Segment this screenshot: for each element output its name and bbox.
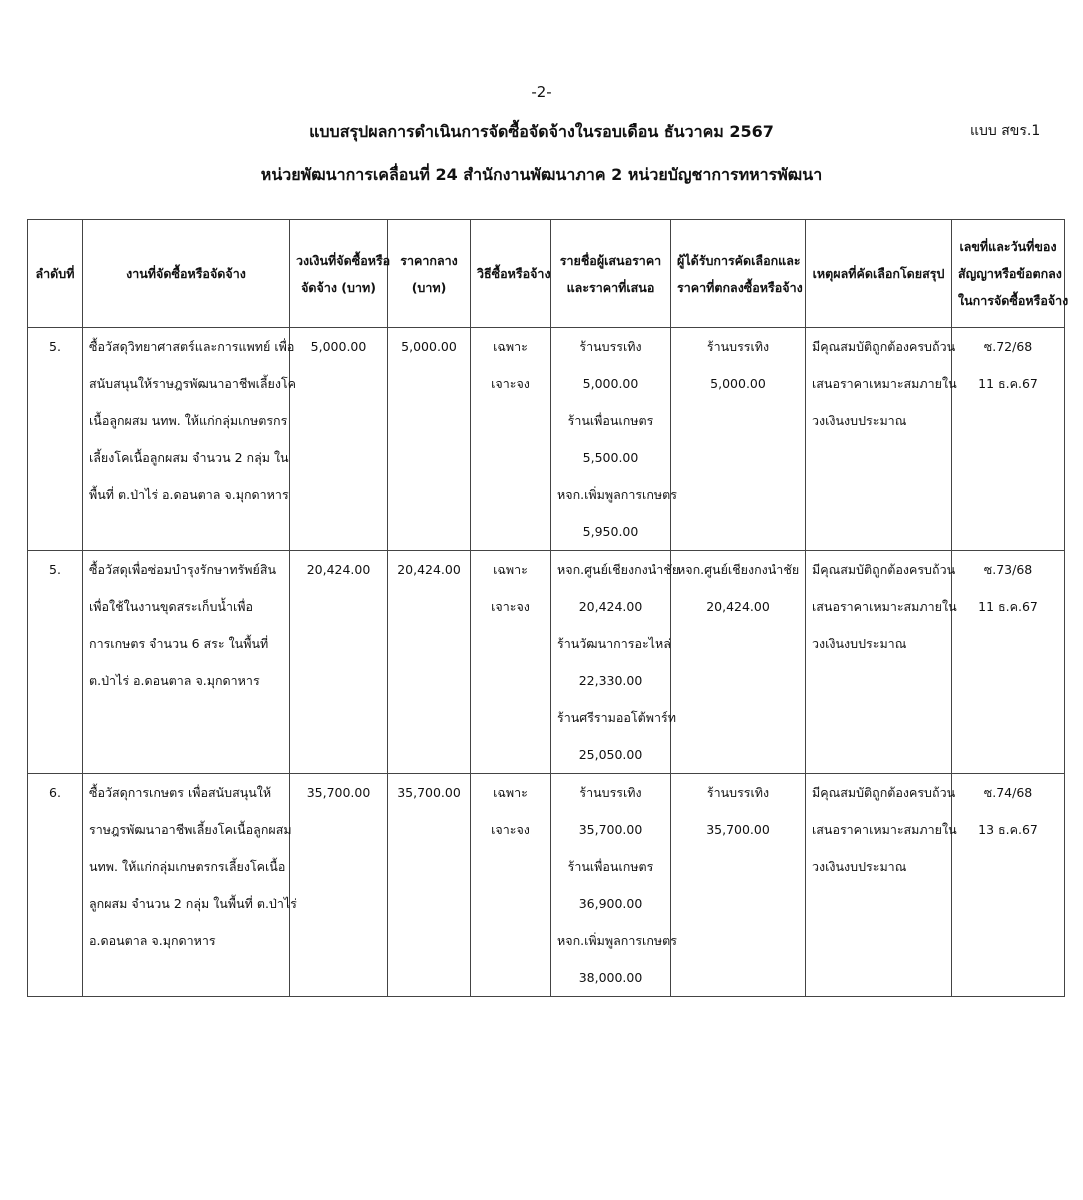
- table-row: [28, 774, 1065, 997]
- cell-winner: [671, 328, 806, 551]
- cell-bidders: [551, 328, 677, 551]
- header-text: เหตุผลที่คัดเลือกโดยสรุป: [812, 266, 945, 281]
- cell-winner-line: หจก.ศูนย์เชียงกงนำชัย: [677, 562, 800, 577]
- cell-reason: [806, 774, 957, 997]
- header-budget: [290, 220, 391, 328]
- cell-item-line: ซื้อวัสดุเพื่อซ่อมบำรุงรักษาทรัพย์สิน: [89, 562, 277, 577]
- cell-no: 5.: [28, 551, 83, 774]
- cell-winner-line: 35,700.00: [706, 822, 770, 837]
- header-item: [83, 220, 290, 328]
- cell-item-line: นทพ. ให้แก่กลุ่มเกษตรกรเลี้ยงโคเนื้อ: [89, 859, 286, 874]
- cell-bidders-line: 20,424.00: [578, 599, 643, 614]
- cell-median-price: 35,700.00: [388, 774, 471, 997]
- cell-bidders-line: ร้านวัฒนาการอะไหล่: [557, 636, 671, 651]
- cell-item-line: การเกษตร จำนวน 6 สระ ในพื้นที่: [89, 636, 269, 651]
- cell-median-price: 5,000.00: [388, 328, 471, 551]
- cell-contract-line: 11 ธ.ค.67: [978, 376, 1038, 391]
- cell-winner: [671, 774, 806, 997]
- cell-method: เฉพาะเจาะจง: [471, 328, 551, 551]
- header-row: [28, 220, 1065, 328]
- header-text: และราคาที่เสนอ: [566, 279, 655, 295]
- cell-contract-line: ซ.72/68: [983, 339, 1033, 354]
- form-code: แบบ สขร.1: [970, 123, 1041, 139]
- cell-item-line: พื้นที่ ต.ป่าไร่ อ.ดอนตาล จ.มุกดาหาร: [89, 487, 289, 502]
- cell-contract-line: 13 ธ.ค.67: [978, 822, 1038, 837]
- cell-bidders-line: 5,000.00: [582, 376, 639, 391]
- cell-bidders-line: ร้านบรรเทิง: [579, 339, 642, 354]
- header-text: ผู้ได้รับการคัดเลือกและ: [677, 252, 801, 268]
- header-text: วิธีซื้อหรือจ้าง: [477, 266, 551, 281]
- header-text: รายชื่อผู้เสนอราคา: [559, 252, 662, 268]
- cell-reason-line: วงเงินงบประมาณ: [812, 859, 907, 874]
- cell-item: [83, 551, 290, 774]
- header-text: วงเงินที่จัดซื้อหรือ: [296, 252, 391, 268]
- cell-reason-line: มีคุณสมบัติถูกต้องครบถ้วน: [812, 339, 956, 354]
- cell-bidders-line: หจก.เพิ่มพูลการเกษตร: [557, 487, 677, 502]
- cell-bidders-line: 25,050.00: [578, 747, 643, 762]
- cell-winner-line: ร้านบรรเทิง: [706, 785, 770, 800]
- cell-budget: 20,424.00: [290, 551, 388, 774]
- cell-bidders-line: 38,000.00: [578, 970, 643, 985]
- header-bidders: [551, 220, 671, 328]
- header-no: [28, 220, 83, 328]
- page-number: -2-: [531, 83, 552, 101]
- cell-bidders-line: 35,700.00: [578, 822, 643, 837]
- cell-reason: [806, 328, 957, 551]
- cell-bidders-line: หจก.ศูนย์เชียงกงนำชัย: [557, 562, 680, 577]
- cell-item-line: ซื้อวัสดุการเกษตร เพื่อสนับสนุนให้: [89, 785, 272, 800]
- cell-bidders: [551, 774, 677, 997]
- cell-method: เฉพาะเจาะจง: [471, 774, 551, 997]
- cell-item-line: ต.ป่าไร่ อ.ดอนตาล จ.มุกดาหาร: [89, 673, 260, 688]
- cell-bidders-line: 22,330.00: [578, 673, 643, 688]
- header-contract: [952, 220, 1069, 328]
- cell-bidders-line: 5,500.00: [582, 450, 639, 465]
- cell-median-price: 20,424.00: [388, 551, 471, 774]
- cell-bidders-line: ร้านบรรเทิง: [579, 785, 642, 800]
- cell-method: เฉพาะเจาะจง: [471, 551, 551, 774]
- cell-bidders-line: ร้านเพื่อนเกษตร: [567, 859, 654, 874]
- cell-no: 6.: [28, 774, 83, 997]
- header-text: ในการจัดซื้อหรือจ้าง: [958, 293, 1069, 308]
- header-text: ราคากลาง: [400, 252, 458, 268]
- cell-reason-line: เสนอราคาเหมาะสมภายใน: [812, 376, 957, 391]
- cell-reason-line: มีคุณสมบัติถูกต้องครบถ้วน: [812, 785, 956, 800]
- cell-contract-line: 11 ธ.ค.67: [978, 599, 1038, 614]
- cell-reason-line: วงเงินงบประมาณ: [812, 413, 907, 428]
- cell-budget: 5,000.00: [290, 328, 388, 551]
- header-text: เลขที่และวันที่ของ: [959, 239, 1057, 254]
- cell-reason-line: เสนอราคาเหมาะสมภายใน: [812, 599, 957, 614]
- header-text: (บาท): [411, 279, 447, 295]
- table-body: [28, 328, 1065, 997]
- document-subtitle: หน่วยพัฒนาการเคลื่อนที่ 24 สำนักงานพัฒนาภาค 2 หน่วยบัญชาการทหารพัฒนา: [260, 165, 823, 184]
- header-method: [471, 220, 551, 328]
- cell-no: 5.: [28, 328, 83, 551]
- cell-item-line: เนื้อลูกผสม นทพ. ให้แก่กลุ่มเกษตรกร: [89, 413, 288, 428]
- cell-item-line: อ.ดอนตาล จ.มุกดาหาร: [89, 933, 216, 948]
- cell-reason: [806, 551, 957, 774]
- cell-winner: [671, 551, 806, 774]
- header-text: สัญญาหรือข้อตกลง: [958, 266, 1062, 281]
- header-text: งานที่จัดซื้อหรือจัดจ้าง: [126, 266, 246, 281]
- cell-contract-line: ซ.74/68: [983, 785, 1033, 800]
- document-title: แบบสรุปผลการดำเนินการจัดซื้อจัดจ้างในรอบเดือน ธันวาคม 2567: [309, 122, 774, 141]
- header-reason: [806, 220, 952, 328]
- cell-item-line: ลูกผสม จำนวน 2 กลุ่ม ในพื้นที่ ต.ป่าไร่: [89, 896, 297, 911]
- cell-item-line: สนับสนุนให้ราษฎรพัฒนาอาชีพเลี้ยงโค: [89, 376, 297, 391]
- cell-contract-line: ซ.73/68: [983, 562, 1033, 577]
- cell-winner-line: 5,000.00: [710, 376, 766, 391]
- header-text: จัดจ้าง (บาท): [301, 279, 376, 295]
- cell-reason-line: เสนอราคาเหมาะสมภายใน: [812, 822, 957, 837]
- cell-item-line: เลี้ยงโคเนื้อลูกผสม จำนวน 2 กลุ่ม ใน: [89, 450, 289, 465]
- cell-winner-line: 20,424.00: [706, 599, 770, 614]
- cell-reason-line: วงเงินงบประมาณ: [812, 636, 907, 651]
- cell-bidders-line: ร้านศรีรามออโต้พาร์ท: [557, 710, 676, 725]
- cell-bidders-line: 5,950.00: [582, 524, 639, 539]
- header-winner: [671, 220, 806, 328]
- cell-contract: [952, 328, 1065, 551]
- table-row: [28, 551, 1065, 774]
- cell-reason-line: มีคุณสมบัติถูกต้องครบถ้วน: [812, 562, 956, 577]
- procurement-table: [27, 219, 1069, 997]
- header-text: ราคาที่ตกลงซื้อหรือจ้าง: [677, 279, 803, 295]
- cell-item-line: ซื้อวัสดุวิทยาศาสตร์และการแพทย์ เพื่อ: [89, 339, 295, 354]
- cell-budget: 35,700.00: [290, 774, 388, 997]
- cell-item-line: ราษฎรพัฒนาอาชีพเลี้ยงโคเนื้อลูกผสม: [89, 822, 292, 837]
- cell-bidders-line: หจก.เพิ่มพูลการเกษตร: [557, 933, 677, 948]
- cell-bidders-line: ร้านเพื่อนเกษตร: [567, 413, 654, 428]
- cell-bidders: [551, 551, 680, 774]
- cell-contract: [952, 774, 1065, 997]
- cell-item: [83, 774, 297, 997]
- cell-contract: [952, 551, 1065, 774]
- cell-bidders-line: 36,900.00: [578, 896, 643, 911]
- header-text: ลำดับที่: [35, 266, 75, 281]
- cell-item: [83, 328, 297, 551]
- table-row: [28, 328, 1065, 551]
- header-median-price: [388, 220, 471, 328]
- cell-item-line: เพื่อใช้ในงานขุดสระเก็บน้ำเพื่อ: [89, 599, 254, 614]
- cell-winner-line: ร้านบรรเทิง: [706, 339, 770, 354]
